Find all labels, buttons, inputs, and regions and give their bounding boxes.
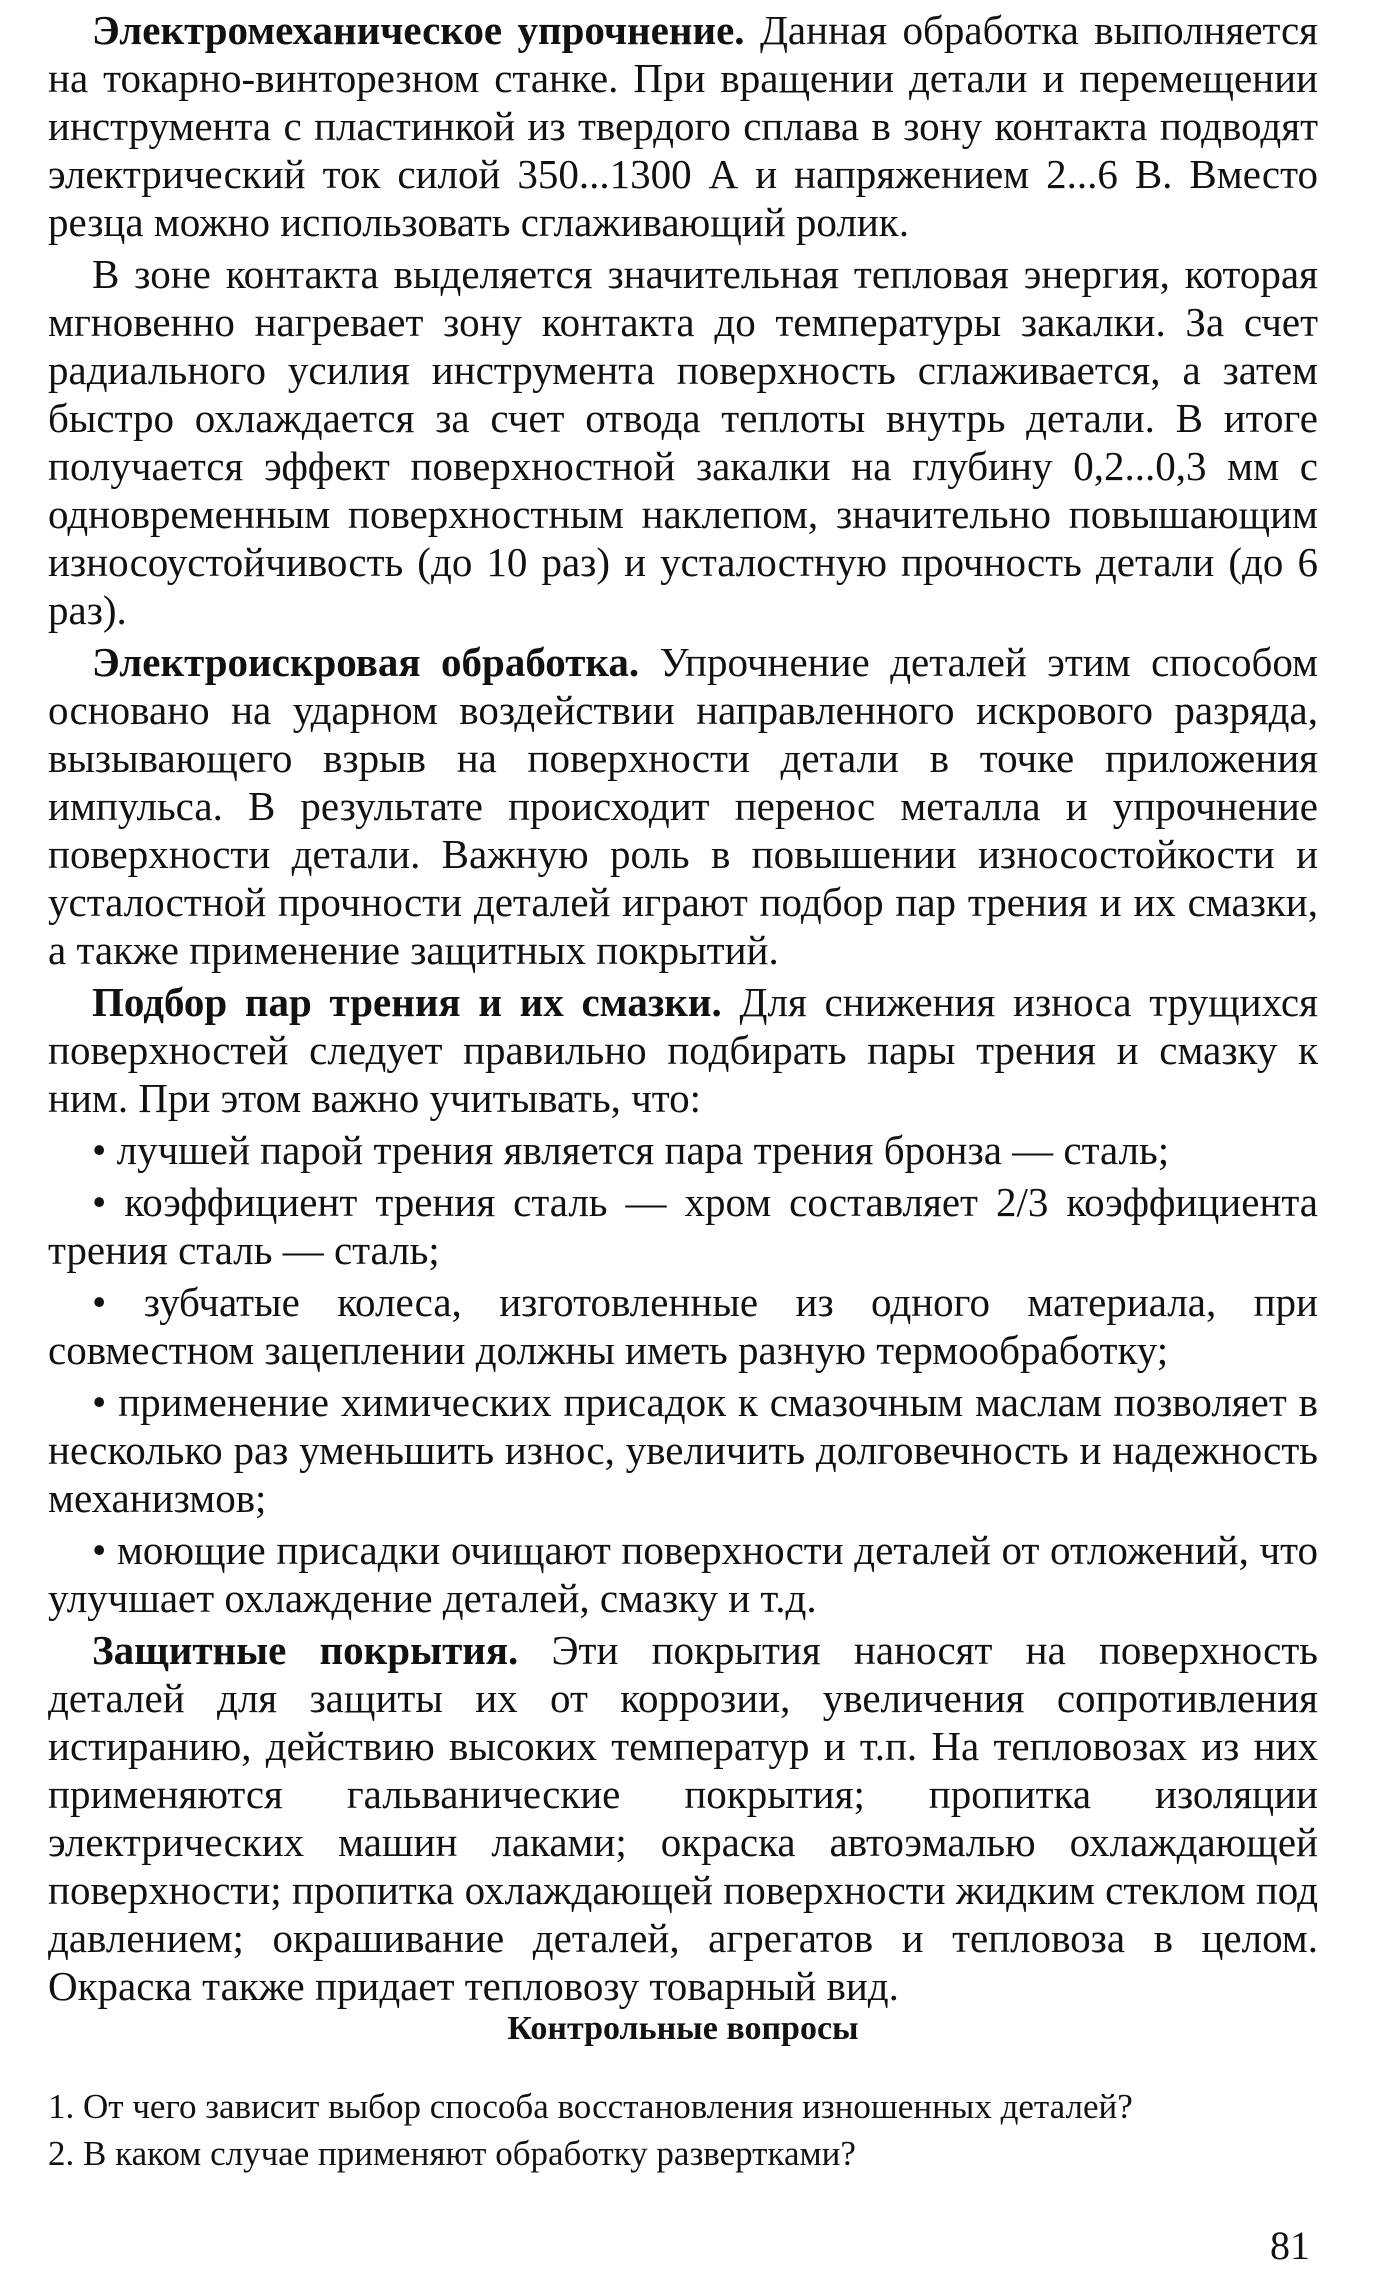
term-heading: Подбор пар трения и их смазки. — [92, 979, 722, 1025]
question-item: 2. В каком случае применяют обработку развертками? — [48, 2134, 856, 2173]
paragraph-friction-pairs — [48, 978, 1318, 1122]
paragraph-text: Упрочнение деталей этим способом основано на ударном воздействии направленного искрового разряда, вызывающего взрыв на поверхности детали в точке приложения импульса. В результате происходит перенос металла и упрочнение поверхности детали. Важную роль в повышении износостойкости и усталостной прочности деталей играют подбор пар трения и их смазки, а также применение защитных покрытий. — [48, 639, 1319, 973]
paragraph-text: Эти покрытия наносят на поверхность деталей для защиты их от коррозии, увеличения сопротивления истиранию, действию высоких температур и т.п. На тепловозах из них применяются гальванические покрытия; пропитка изоляции электрических машин лаками; окраска автоэмалью охлаждающей поверхности; пропитка охлаждающей поверхности жидким стеклом под давлением; окрашивание деталей, агрегатов и тепловоза в целом. Окраска также придает тепловозу товарный вид. — [48, 1627, 1318, 2009]
bullet-item — [48, 1126, 1318, 1174]
bullet-item — [48, 1178, 1318, 1274]
paragraph-electromechanical — [48, 6, 1318, 246]
bullet-text: • моющие присадки очищают поверхности деталей от отложений, что улучшает охлаждение деталей, смазку и т.д. — [48, 1527, 1318, 1621]
section-heading: Контрольные вопросы — [507, 2010, 859, 2047]
document-page — [48, 0, 1318, 2290]
term-heading: Электромеханическое упрочнение. — [92, 7, 745, 53]
question-item: 1. От чего зависит выбор способа восстановления изношенных деталей? — [48, 2087, 1133, 2126]
paragraph-text: Для снижения износа трущихся поверхностей следует правильно подбирать пары трения и смазку к ним. При этом важно учитывать, что: — [48, 979, 1318, 1121]
paragraph-text: Данная обработка выполняется на токарно-винторезном станке. При вращении детали и перемещении инструмента с пластинкой из твердого сплава в зону контакта подводят электрический ток силой 350...1300 А и напряжением 2...6 В. Вместо резца можно использовать сглаживающий ролик. — [48, 7, 1318, 245]
paragraph-text: В зоне контакта выделяется значительная тепловая энергия, которая мгновенно нагревает зону контакта до температуры закалки. За счет радиального усилия инструмента поверхность сглаживается, а затем быстро охлаждается за счет отвода теплоты внутрь детали. В итоге получается эффект поверхностной закалки на глубину 0,2...0,3 мм с одновременным поверхностным наклепом, значительно повышающим износоустойчивость (до 10 раз) и усталостную прочность детали (до 6 раз). — [48, 251, 1318, 633]
body-text — [48, 6, 1318, 2014]
paragraph-protective-coatings — [48, 1626, 1318, 2010]
bullet-text: • применение химических присадок к смазочным маслам позволяет в несколько раз уменьшить износ, увеличить долговечность и надежность механизмов; — [48, 1379, 1318, 1521]
bullet-item — [48, 1278, 1318, 1374]
term-heading: Электроискровая обработка. — [92, 639, 640, 685]
bullet-item — [48, 1378, 1318, 1522]
page-number: 81 — [1270, 2223, 1310, 2268]
bullet-item — [48, 1526, 1318, 1622]
paragraph-contact-zone — [48, 250, 1318, 634]
term-heading: Защитные покрытия. — [92, 1627, 519, 1673]
questions-list — [48, 2083, 1318, 2177]
bullet-text: • лучшей парой трения является пара трения бронза — сталь; — [92, 1127, 1170, 1173]
bullet-text: • зубчатые колеса, изготовленные из одного материала, при совместном зацеплении должны иметь разную термообработку; — [48, 1279, 1318, 1373]
bullet-text: • коэффициент трения сталь — хром составляет 2/3 коэффициента трения сталь — сталь; — [48, 1179, 1318, 1273]
paragraph-electrospark — [48, 638, 1318, 974]
